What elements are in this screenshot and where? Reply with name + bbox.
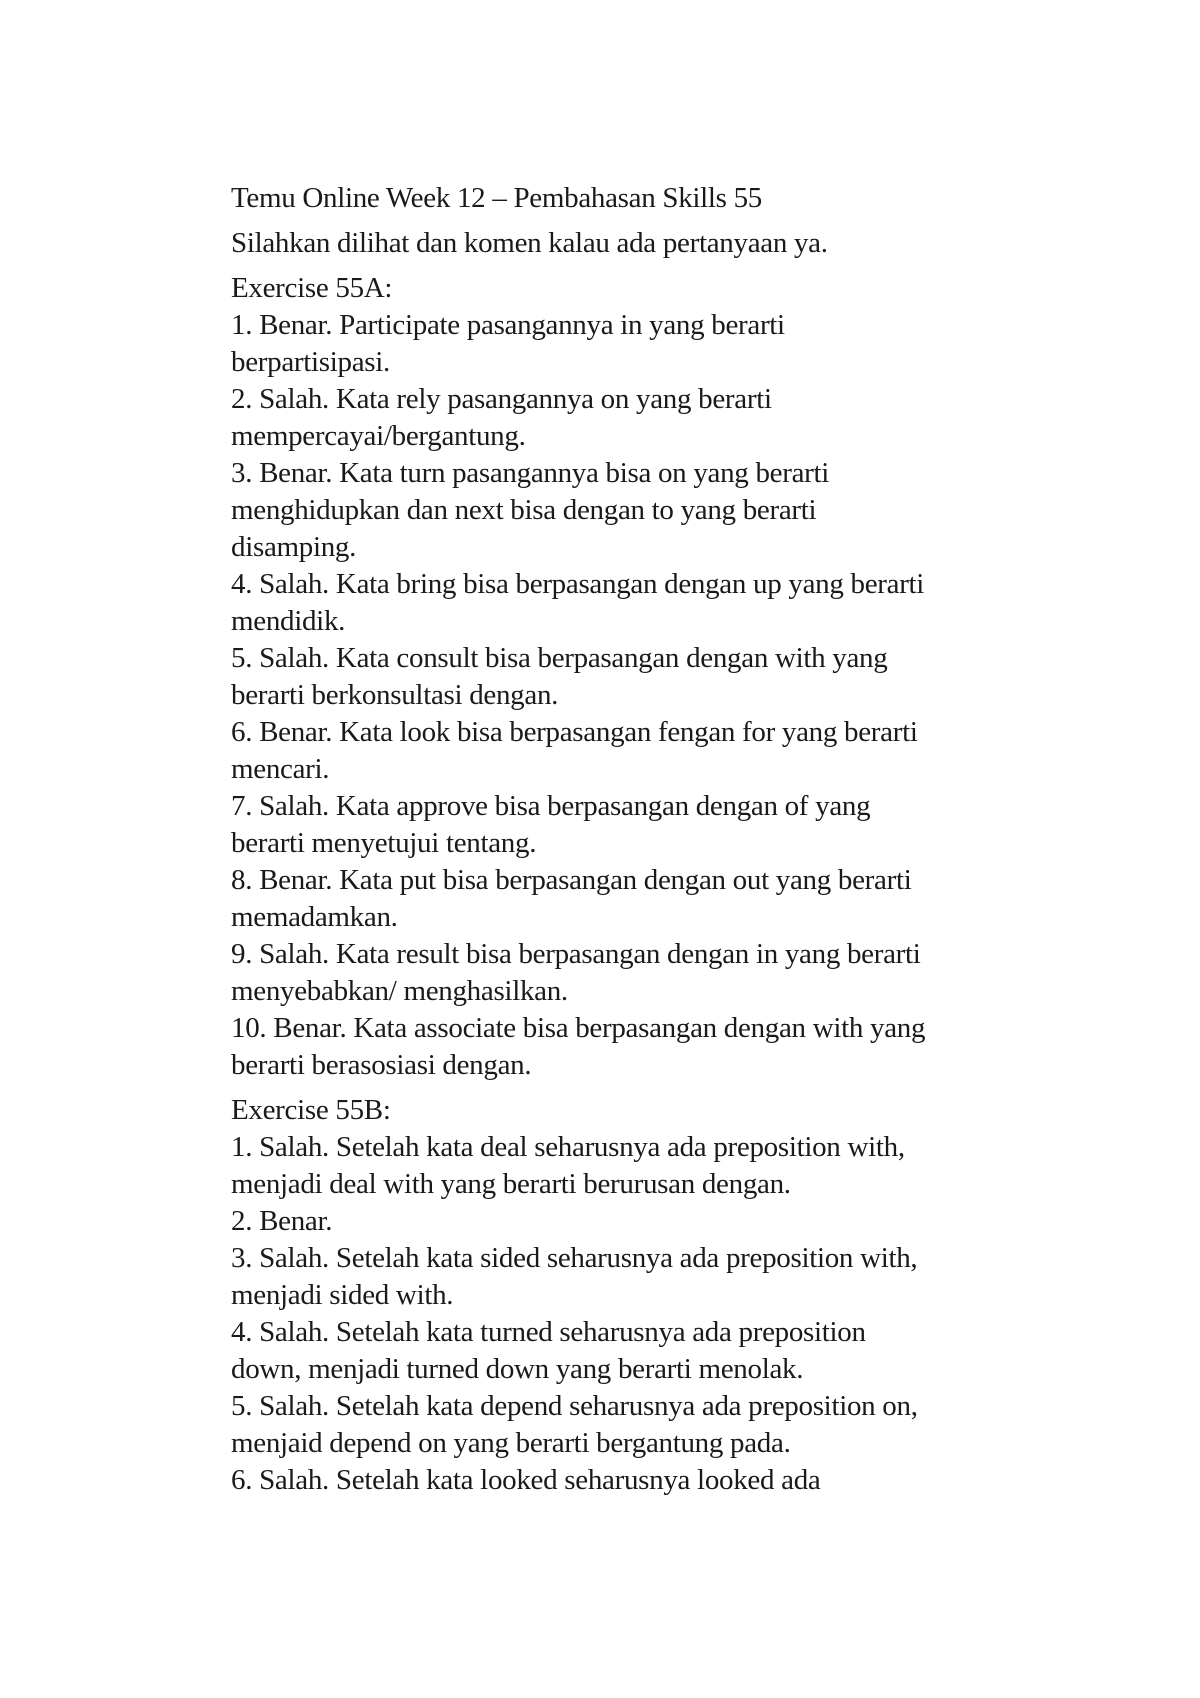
answer-line: 9. Salah. Kata result bisa berpasangan dengan in yang berarti (231, 938, 921, 970)
answer-line: 6. Benar. Kata look bisa berpasangan fengan for yang berarti (231, 716, 918, 748)
document-title: Temu Online Week 12 – Pembahasan Skills 55 (231, 182, 763, 214)
answer-line: mendidik. (231, 605, 346, 637)
answer-line: berpartisipasi. (231, 346, 390, 378)
answer-line: mempercayai/bergantung. (231, 420, 526, 452)
answer-line: menjadi sided with. (231, 1279, 454, 1311)
answer-line: 2. Benar. (231, 1205, 333, 1237)
answer-line: 4. Salah. Kata bring bisa berpasangan dengan up yang berarti (231, 568, 925, 600)
answer-line: 4. Salah. Setelah kata turned seharusnya ada preposition (231, 1316, 866, 1348)
answer-line: berarti berkonsultasi dengan. (231, 679, 559, 711)
answer-line: menjadi deal with yang berarti berurusan dengan. (231, 1168, 791, 1200)
answer-line: berarti menyetujui tentang. (231, 827, 537, 859)
answer-line: 5. Salah. Kata consult bisa berpasangan dengan with yang (231, 642, 888, 674)
intro-text: Silahkan dilihat dan komen kalau ada pertanyaan ya. (231, 227, 828, 259)
answer-line: memadamkan. (231, 901, 398, 933)
answer-line: 3. Benar. Kata turn pasangannya bisa on yang berarti (231, 457, 830, 489)
answer-line: down, menjadi turned down yang berarti menolak. (231, 1353, 804, 1385)
answer-line: mencari. (231, 753, 330, 785)
answer-line: 7. Salah. Kata approve bisa berpasangan dengan of yang (231, 790, 871, 822)
answer-line: 1. Salah. Setelah kata deal seharusnya ada preposition with, (231, 1131, 905, 1163)
answer-line: disamping. (231, 531, 357, 563)
document-page (231, 180, 1051, 1499)
answer-line: menyebabkan/ menghasilkan. (231, 975, 568, 1007)
answer-line: menghidupkan dan next bisa dengan to yang berarti (231, 494, 817, 526)
answer-line: 5. Salah. Setelah kata depend seharusnya ada preposition on, (231, 1390, 918, 1422)
answer-line: 2. Salah. Kata rely pasangannya on yang berarti (231, 383, 772, 415)
answer-line: 6. Salah. Setelah kata looked seharusnya looked ada (231, 1464, 821, 1496)
exercise-heading: Exercise 55B: (231, 1094, 391, 1126)
answer-line: 3. Salah. Setelah kata sided seharusnya ada preposition with, (231, 1242, 918, 1274)
answer-line: menjaid depend on yang berarti bergantung pada. (231, 1427, 791, 1459)
answer-line: 8. Benar. Kata put bisa berpasangan dengan out yang berarti (231, 864, 912, 896)
answer-line: berarti berasosiasi dengan. (231, 1049, 532, 1081)
exercise-55a-section (231, 270, 1051, 1084)
exercise-55b-section (231, 1092, 1051, 1499)
answer-line: 10. Benar. Kata associate bisa berpasangan dengan with yang (231, 1012, 926, 1044)
answer-line: 1. Benar. Participate pasangannya in yang berarti (231, 309, 785, 341)
exercise-heading: Exercise 55A: (231, 272, 393, 304)
